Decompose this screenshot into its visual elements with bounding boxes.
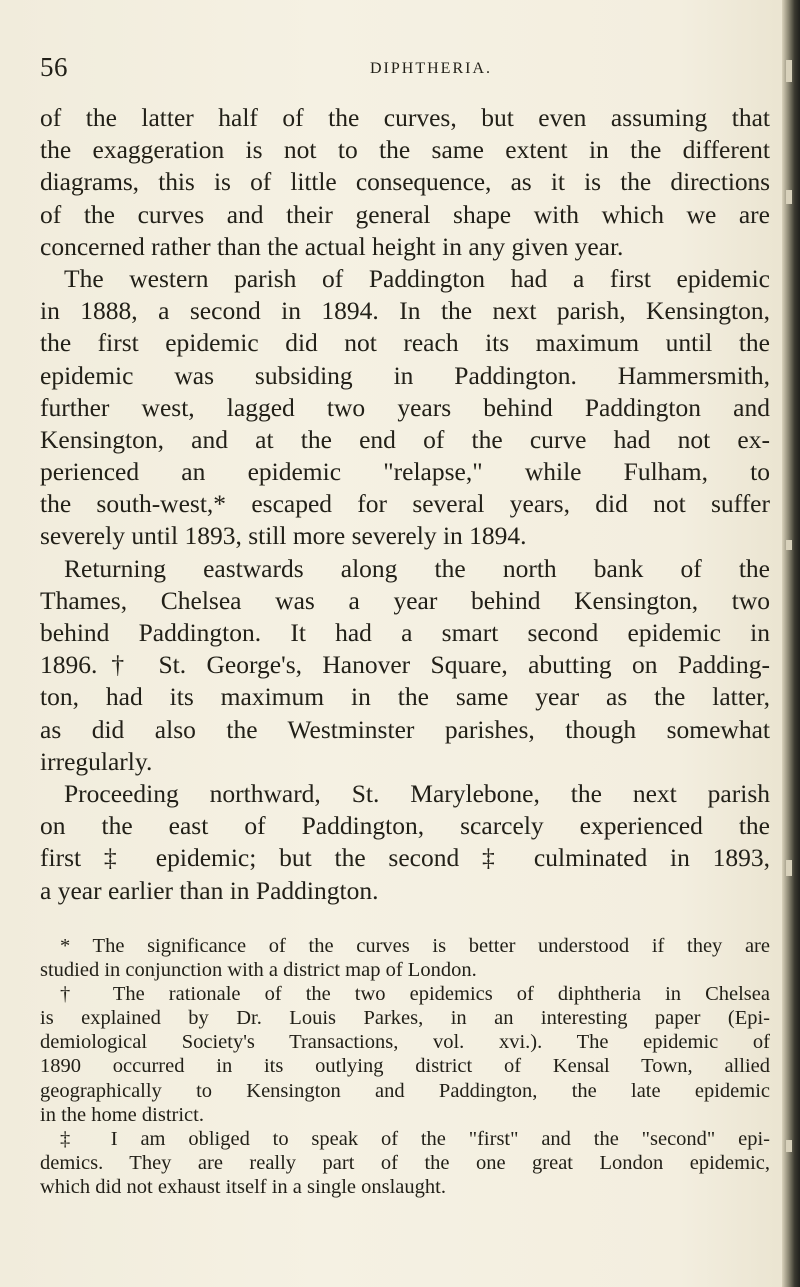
body-line: diagrams, this is of little consequence, as it is the directions bbox=[40, 167, 770, 197]
body-text bbox=[40, 102, 770, 907]
edge-notch bbox=[786, 540, 792, 550]
footnotes bbox=[40, 934, 770, 1199]
body-line: further west, lagged two years behind Paddington and bbox=[40, 392, 770, 422]
footnote-line: studied in conjunction with a district map of London. bbox=[40, 959, 477, 982]
page-header bbox=[40, 52, 770, 88]
paragraph-start-line: The western parish of Paddington had a first epidemic bbox=[64, 263, 770, 293]
body-line: first ‡ epidemic; but the second ‡ culminated in 1893, bbox=[40, 843, 770, 873]
body-line: 1896.† St. George's, Hanover Square, abutting on Padding- bbox=[40, 650, 770, 680]
body-line: ton, had its maximum in the same year as the latter, bbox=[40, 682, 770, 712]
footnote-line: 1890 occurred in its outlying district of Kensal Town, allied bbox=[40, 1055, 770, 1078]
footnote-line: demics. They are really part of the one great London epidemic, bbox=[40, 1151, 770, 1174]
footnote-line: which did not exhaust itself in a single onslaught. bbox=[40, 1175, 446, 1198]
edge-notch bbox=[786, 190, 792, 204]
body-line: the south-west,* escaped for several years, did not suffer bbox=[40, 489, 770, 519]
body-line: on the east of Paddington, scarcely experienced the bbox=[40, 811, 770, 841]
body-line: irregularly. bbox=[40, 746, 153, 776]
body-line: as did also the Westminster parishes, though somewhat bbox=[40, 714, 770, 744]
body-line: behind Paddington. It had a smart second epidemic in bbox=[40, 618, 770, 647]
page-binding-edge bbox=[782, 0, 800, 1287]
body-line: the first epidemic did not reach its maximum until the bbox=[40, 328, 770, 358]
running-head: DIPHTHERIA. bbox=[370, 60, 492, 77]
edge-notch bbox=[786, 860, 792, 876]
footnote-line: ‡ I am obliged to speak of the "first" and the "second" epi- bbox=[60, 1127, 770, 1150]
body-line: perienced an epidemic "relapse," while Fulham, to bbox=[40, 457, 770, 487]
footnote-line: geographically to Kensington and Paddington, the late epidemic bbox=[40, 1079, 770, 1102]
page-number: 56 bbox=[40, 52, 68, 82]
body-line: Thames, Chelsea was a year behind Kensington, two bbox=[40, 585, 770, 615]
footnote-line: * The significance of the curves is better understood if they are bbox=[60, 935, 770, 957]
edge-notch bbox=[786, 1140, 792, 1152]
footnote-line: is explained by Dr. Louis Parkes, in an interesting paper (Epi- bbox=[40, 1007, 770, 1030]
body-line: the exaggeration is not to the same extent in the different bbox=[40, 135, 770, 165]
body-line: Kensington, and at the end of the curve had not ex- bbox=[40, 424, 770, 454]
body-line: concerned rather than the actual height in any given year. bbox=[40, 231, 624, 261]
paragraph-start-line: Returning eastwards along the north bank of the bbox=[64, 553, 770, 583]
footnote-line: demiological Society's Transactions, vol. xvi.). The epidemic of bbox=[40, 1031, 770, 1054]
footnote-line: in the home district. bbox=[40, 1103, 204, 1126]
body-line: in 1888, a second in 1894. In the next parish, Kensington, bbox=[40, 296, 770, 326]
footnote-line: † The rationale of the two epidemics of diphtheria in Chelsea bbox=[60, 983, 770, 1006]
paragraph-start-line: Proceeding northward, St. Marylebone, the next parish bbox=[64, 778, 770, 808]
body-line: of the latter half of the curves, but even assuming that bbox=[40, 103, 770, 132]
body-line: epidemic was subsiding in Paddington. Hammersmith, bbox=[40, 360, 770, 390]
body-line: a year earlier than in Paddington. bbox=[40, 875, 379, 905]
edge-notch bbox=[786, 60, 792, 82]
body-line: severely until 1893, still more severely in 1894. bbox=[40, 521, 527, 551]
body-line: of the curves and their general shape with which we are bbox=[40, 199, 770, 229]
